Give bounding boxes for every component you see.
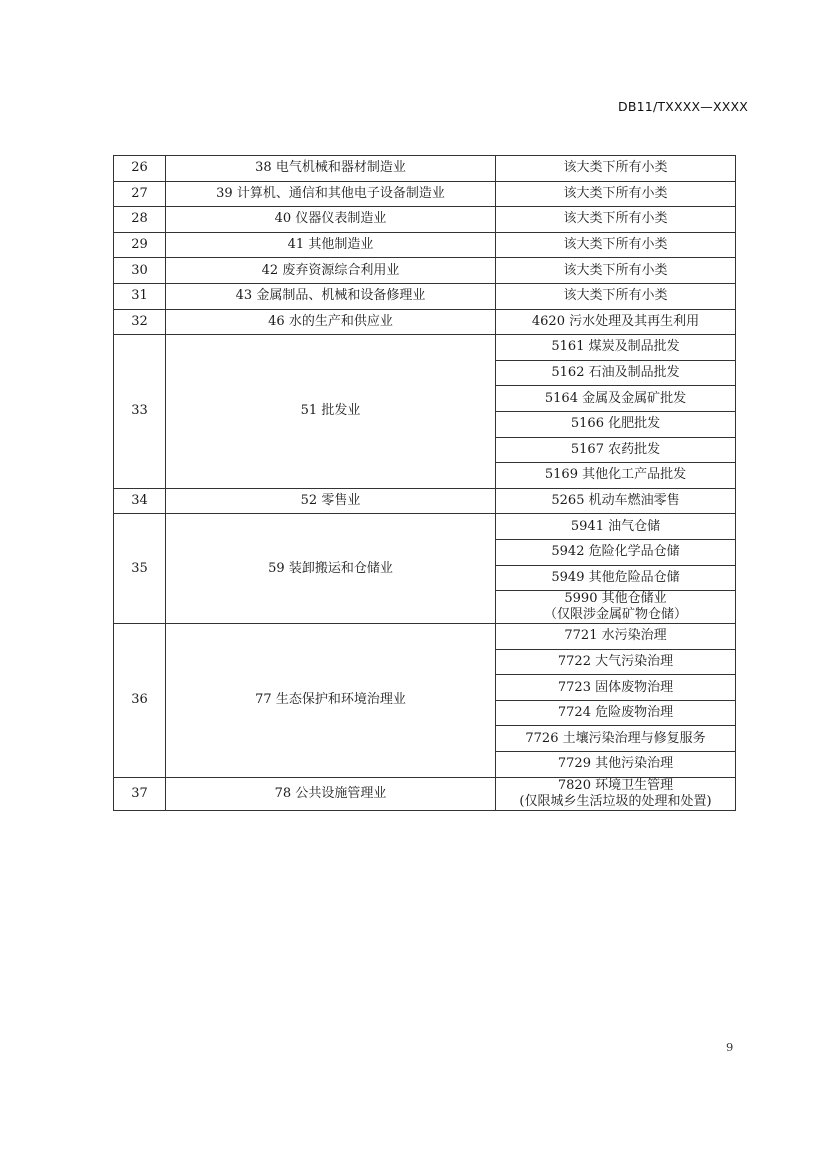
industry-subclass: 7722 大气污染治理 — [496, 649, 736, 675]
table-row — [114, 258, 736, 284]
table-row — [114, 232, 736, 258]
row-number: 36 — [114, 624, 166, 778]
row-number: 28 — [114, 207, 166, 233]
industry-category: 40 仪器仪表制造业 — [166, 207, 496, 233]
table-row — [114, 777, 736, 810]
row-number: 34 — [114, 488, 166, 514]
industry-subclass: 该大类下所有小类 — [496, 156, 736, 182]
industry-category: 52 零售业 — [166, 488, 496, 514]
industry-subclass: 5941 油气仓储 — [496, 514, 736, 540]
industry-category: 46 水的生产和供应业 — [166, 309, 496, 335]
table-row — [114, 335, 736, 361]
document-code-header: DB11/TXXXX—XXXX — [618, 99, 748, 114]
industry-subclass-with-note — [496, 777, 736, 810]
industry-category: 43 金属制品、机械和设备修理业 — [166, 283, 496, 309]
industry-subclass: 5942 危险化学品仓储 — [496, 539, 736, 565]
industry-category: 78 公共设施管理业 — [166, 777, 496, 810]
industry-classification-table — [113, 155, 736, 811]
industry-subclass-with-note — [496, 591, 736, 624]
row-number: 30 — [114, 258, 166, 284]
industry-subclass: 7726 土壤污染治理与修复服务 — [496, 726, 736, 752]
subclass-scope-note: (仅限城乡生活垃圾的处理和处置) — [519, 793, 712, 809]
table-row — [114, 624, 736, 650]
subclass-scope-note: （仅限涉金属矿物仓储） — [543, 607, 687, 623]
industry-category: 41 其他制造业 — [166, 232, 496, 258]
table-row — [114, 156, 736, 182]
row-number: 31 — [114, 283, 166, 309]
industry-category: 39 计算机、通信和其他电子设备制造业 — [166, 181, 496, 207]
table-row — [114, 207, 736, 233]
industry-subclass: 该大类下所有小类 — [496, 232, 736, 258]
industry-subclass: 7729 其他污染治理 — [496, 752, 736, 778]
industry-subclass: 5167 农药批发 — [496, 437, 736, 463]
industry-subclass: 7723 固体废物治理 — [496, 675, 736, 701]
row-number: 29 — [114, 232, 166, 258]
table-row — [114, 283, 736, 309]
industry-category: 59 装卸搬运和仓储业 — [166, 514, 496, 624]
row-number: 35 — [114, 514, 166, 624]
industry-subclass: 5161 煤炭及制品批发 — [496, 335, 736, 361]
industry-subclass: 5169 其他化工产品批发 — [496, 463, 736, 489]
industry-subclass: 7721 水污染治理 — [496, 624, 736, 650]
industry-subclass: 该大类下所有小类 — [496, 207, 736, 233]
industry-subclass: 4620 污水处理及其再生利用 — [496, 309, 736, 335]
row-number: 33 — [114, 335, 166, 489]
page-number: 9 — [726, 1040, 734, 1054]
industry-category: 38 电气机械和器材制造业 — [166, 156, 496, 182]
industry-subclass: 5265 机动车燃油零售 — [496, 488, 736, 514]
industry-subclass: 5164 金属及金属矿批发 — [496, 386, 736, 412]
industry-subclass: 7724 危险废物治理 — [496, 700, 736, 726]
industry-subclass: 5166 化肥批发 — [496, 411, 736, 437]
row-number: 26 — [114, 156, 166, 182]
row-number: 27 — [114, 181, 166, 207]
industry-subclass: 该大类下所有小类 — [496, 181, 736, 207]
table-row — [114, 181, 736, 207]
table-row — [114, 488, 736, 514]
table-row — [114, 309, 736, 335]
table-row — [114, 514, 736, 540]
row-number: 32 — [114, 309, 166, 335]
industry-subclass: 该大类下所有小类 — [496, 283, 736, 309]
industry-category: 42 废弃资源综合利用业 — [166, 258, 496, 284]
row-number: 37 — [114, 777, 166, 810]
subclass-code-label: 5990 其他仓储业 — [564, 591, 667, 607]
industry-subclass: 该大类下所有小类 — [496, 258, 736, 284]
subclass-code-label: 7820 环境卫生管理 — [557, 777, 674, 793]
industry-category: 51 批发业 — [166, 335, 496, 489]
industry-subclass: 5949 其他危险品仓储 — [496, 565, 736, 591]
industry-category: 77 生态保护和环境治理业 — [166, 624, 496, 778]
industry-subclass: 5162 石油及制品批发 — [496, 360, 736, 386]
